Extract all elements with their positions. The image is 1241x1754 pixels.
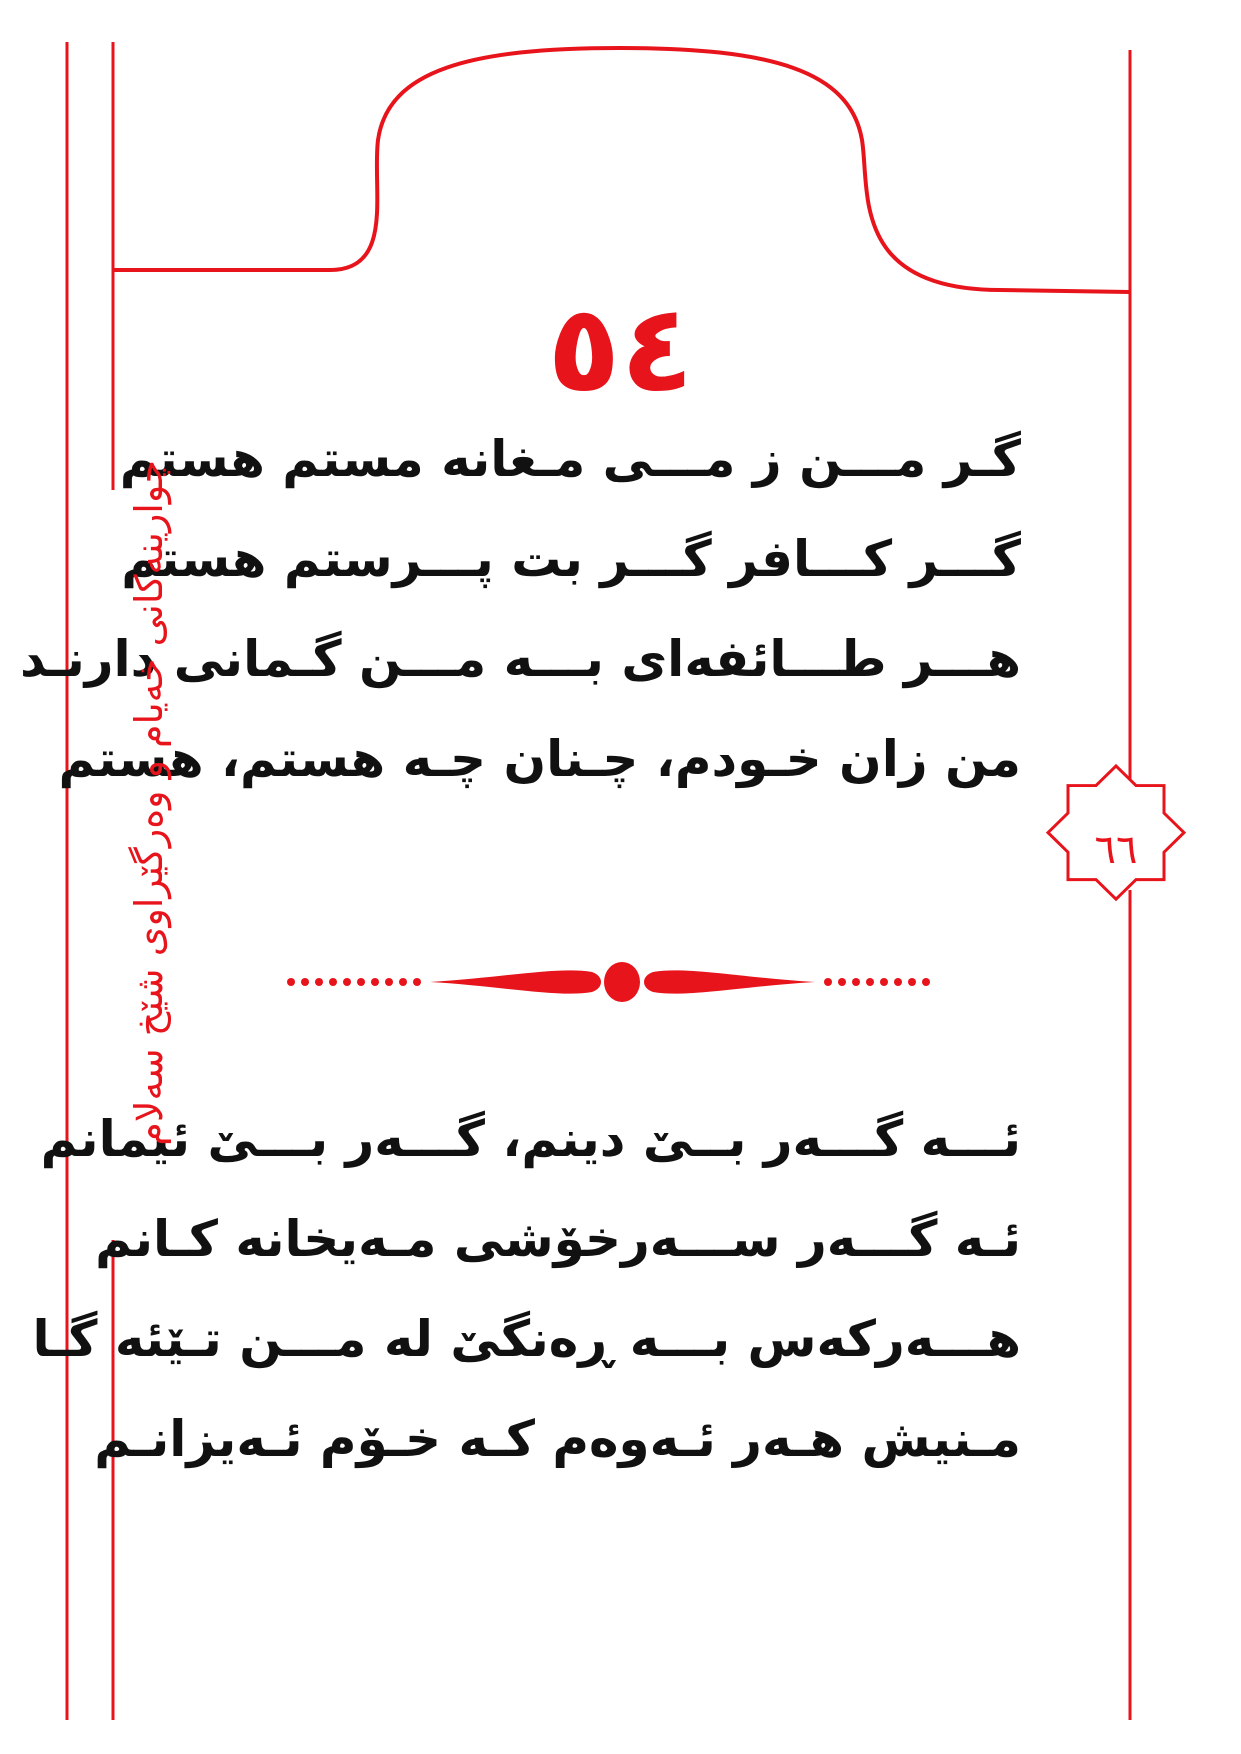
verse-line: مـنیش هـه‌ر ئـه‌وه‌م كـه خـۆم ئـه‌یزانـم <box>94 1410 1021 1468</box>
stanza-2 <box>32 1110 1021 1510</box>
divider-teardrop-right <box>644 970 815 993</box>
verse-line: من زان خـودم، چـنان چـه هستم، هستم <box>58 730 1021 788</box>
divider-dots-right <box>824 978 930 986</box>
page-number: ٦٦ <box>1094 827 1138 873</box>
verse-line: هـــر طـــائفه‌ای بـــه مـــن گـمانی دارنـد <box>19 630 1021 688</box>
divider-dots-left <box>287 978 421 986</box>
verse-line: ئـه گـــه‌ر ســـه‌رخۆشی مـه‌یخانه كـانم <box>95 1210 1021 1268</box>
ornament-divider <box>287 962 930 1002</box>
header-arch <box>113 48 1130 292</box>
divider-center-dot <box>604 962 640 1002</box>
verse-line: هـــه‌ركه‌س بـــه ڕه‌نگێ له مـــن تـێئه گـا <box>32 1310 1021 1368</box>
book-title: چوارینه‌كانی خه‌یام و وه‌رگێراوی شێخ سه‌لام <box>127 460 171 1146</box>
poem-number: ٥٤ <box>547 280 694 419</box>
verse-line: گـر مـــن ز مـــی مـغانه مستم هستم <box>119 430 1021 488</box>
verse-line: گـــر كـــافر گـــر بت پـــرستم هستم <box>121 530 1021 588</box>
divider-teardrop-left <box>430 970 601 993</box>
verse-line: ئـــه گـــه‌ر بــێ دینم، گـــه‌ر بـــێ ئیمانم <box>40 1110 1021 1168</box>
